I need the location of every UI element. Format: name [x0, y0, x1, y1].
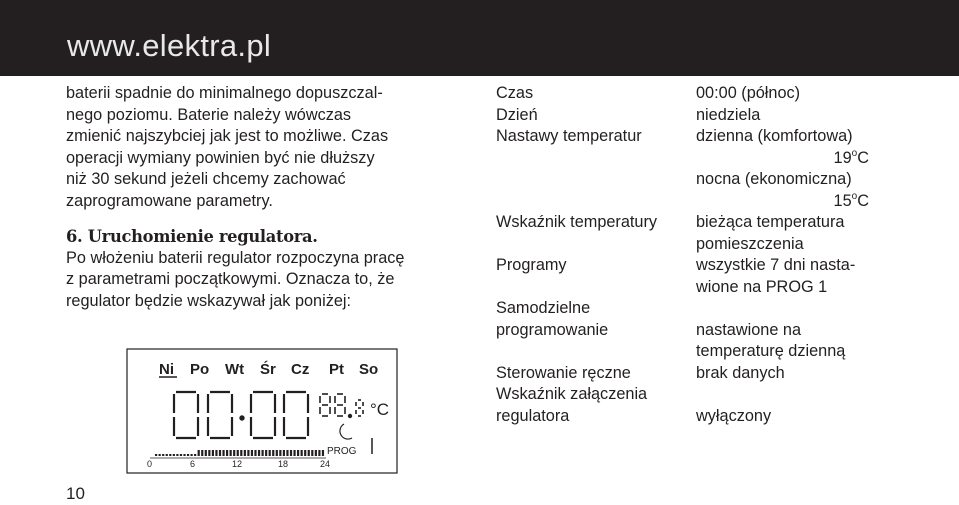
lcd-hour-segment	[176, 454, 178, 456]
lcd-hour-segment	[208, 450, 210, 456]
lcd-hour-segment	[183, 454, 185, 456]
value-pomieszczenia: pomieszczenia	[696, 234, 804, 253]
lcd-hour-segment	[215, 450, 217, 456]
lcd-hour-segment	[191, 454, 193, 456]
hour-tick: 0	[147, 459, 153, 469]
lcd-hour-segment	[272, 450, 274, 456]
lcd-hour-segment	[244, 450, 246, 456]
page-header	[0, 0, 959, 76]
lcd-hour-segment	[226, 450, 228, 456]
value-wylaczony: wyłączony	[696, 406, 772, 425]
lcd-hour-segment	[173, 454, 175, 456]
value-nocna-temp: 15$^o$C	[833, 190, 869, 210]
value-wszystkie: wszystkie 7 dni nasta-	[696, 256, 856, 274]
value-temperature-dzienna: temperaturę dzienną	[696, 342, 846, 360]
hour-tick: 24	[320, 459, 331, 469]
intro-line: zaprogramowane parametry.	[66, 191, 273, 210]
lcd-hour-segment	[247, 450, 249, 456]
intro-line: zmienić najszybciej jak jest to możliwe. Czas	[66, 127, 389, 145]
lcd-hour-segment	[212, 450, 214, 456]
section-paragraph	[66, 248, 461, 313]
lcd-day-ni: Ni	[159, 361, 174, 378]
lcd-hour-segment	[162, 454, 164, 456]
lcd-hour-segment	[265, 450, 267, 456]
intro-line: nego poziomu. Baterie należy wówczas	[66, 105, 352, 124]
value-biezaca: bieżąca temperatura	[696, 213, 845, 231]
param-dzien: Dzień	[496, 105, 538, 124]
site-url: www.elektra.pl	[67, 28, 272, 63]
lcd-hour-segment	[283, 450, 285, 456]
value-czas: 00:00 (północ)	[696, 84, 801, 102]
lcd-colon-dot	[240, 416, 243, 419]
lcd-hour-segment	[304, 450, 306, 456]
intro-line: baterii spadnie do minimalnego dopuszczal-	[66, 84, 383, 102]
param-regulatora: regulatora	[496, 406, 570, 425]
lcd-hour-segment	[301, 450, 303, 456]
lcd-hour-segment	[198, 450, 200, 456]
hour-tick: 18	[278, 459, 289, 469]
lcd-hour-segment	[230, 450, 232, 456]
hour-tick: 12	[232, 459, 243, 469]
lcd-day-so: So	[359, 361, 379, 378]
lcd-temp-unit: °C	[370, 400, 390, 419]
section-line: regulator będzie wskazywał jak poniżej:	[66, 291, 352, 310]
lcd-day-cz: Cz	[291, 361, 310, 378]
lcd-colon-dot	[349, 415, 352, 418]
lcd-day-wt: Wt	[225, 361, 245, 378]
param-czas: Czas	[496, 84, 534, 102]
lcd-hour-segment	[222, 450, 224, 456]
lcd-hour-segment	[290, 450, 292, 456]
param-wskaznik-temperatury: Wskaźnik temperatury	[496, 213, 658, 231]
section-heading: 6. Uruchomienie regulatora.	[66, 227, 318, 246]
value-brak-danych: brak danych	[696, 363, 785, 382]
param-programowanie: programowanie	[496, 320, 609, 339]
lcd-hour-segment	[194, 454, 196, 456]
parameter-names-column	[496, 83, 696, 427]
lcd-hour-segment	[311, 450, 313, 456]
lcd-hour-segment	[279, 450, 281, 456]
page-number: 10	[66, 484, 85, 503]
lcd-hour-segment	[166, 454, 168, 456]
lcd-hour-segment	[276, 450, 278, 456]
param-nastawy: Nastawy temperatur	[496, 127, 642, 145]
value-dzienna-temp: 19$^o$C	[833, 147, 869, 167]
lcd-hour-segment	[205, 450, 207, 456]
lcd-hour-segment	[233, 450, 235, 456]
intro-paragraph	[66, 83, 461, 212]
lcd-hour-segment	[258, 450, 260, 456]
section-line: Po włożeniu baterii regulator rozpoczyna pracę	[66, 248, 405, 267]
value-dzien: niedziela	[696, 105, 761, 124]
lcd-hour-segment	[240, 450, 242, 456]
lcd-hour-segment	[297, 450, 299, 456]
lcd-hour-segment	[286, 450, 288, 456]
lcd-hour-segment	[322, 450, 324, 456]
lcd-display-illustration	[126, 348, 398, 474]
lcd-hour-segment	[219, 450, 221, 456]
left-column	[66, 83, 461, 312]
param-sterowanie: Sterowanie ręczne	[496, 363, 631, 382]
lcd-hour-segment	[315, 450, 317, 456]
lcd-hour-segment	[269, 450, 271, 456]
lcd-hour-segment	[308, 450, 310, 456]
lcd-prog-label: PROG	[327, 446, 357, 457]
value-prog1: wione na PROG 1	[696, 277, 828, 296]
intro-line: niż 30 sekund jeżeli chcemy zachować	[66, 170, 346, 188]
lcd-hour-segment	[180, 454, 182, 456]
param-programy: Programy	[496, 256, 567, 274]
param-wskaznik-zalaczenia: Wskaźnik załączenia	[496, 385, 648, 403]
lcd-hour-segment	[251, 450, 253, 456]
lcd-hour-segment	[318, 450, 320, 456]
value-nocna: nocna (ekonomiczna)	[696, 170, 852, 188]
lcd-hour-segment	[293, 450, 295, 456]
hour-tick: 6	[190, 459, 196, 469]
intro-line: operacji wymiany powinien być nie dłuższy	[66, 148, 375, 167]
lcd-hour-segment	[187, 454, 189, 456]
lcd-hour-segment	[169, 454, 171, 456]
lcd-hour-segment	[237, 450, 239, 456]
lcd-hour-segment	[262, 450, 264, 456]
lcd-hour-segment	[159, 454, 161, 456]
lcd-day-sr: Śr	[260, 361, 276, 378]
value-dzienna: dzienna (komfortowa)	[696, 127, 853, 145]
lcd-hour-segment	[201, 450, 203, 456]
lcd-day-pt: Pt	[329, 361, 344, 378]
lcd-hour-segment	[155, 454, 157, 456]
value-nastawione: nastawione na	[696, 320, 802, 339]
param-samodzielne: Samodzielne	[496, 299, 591, 317]
lcd-day-po: Po	[190, 361, 210, 378]
lcd-hour-segment	[254, 450, 256, 456]
parameter-values-column	[696, 83, 896, 427]
section-line: z parametrami początkowymi. Oznacza to, że	[66, 270, 395, 288]
